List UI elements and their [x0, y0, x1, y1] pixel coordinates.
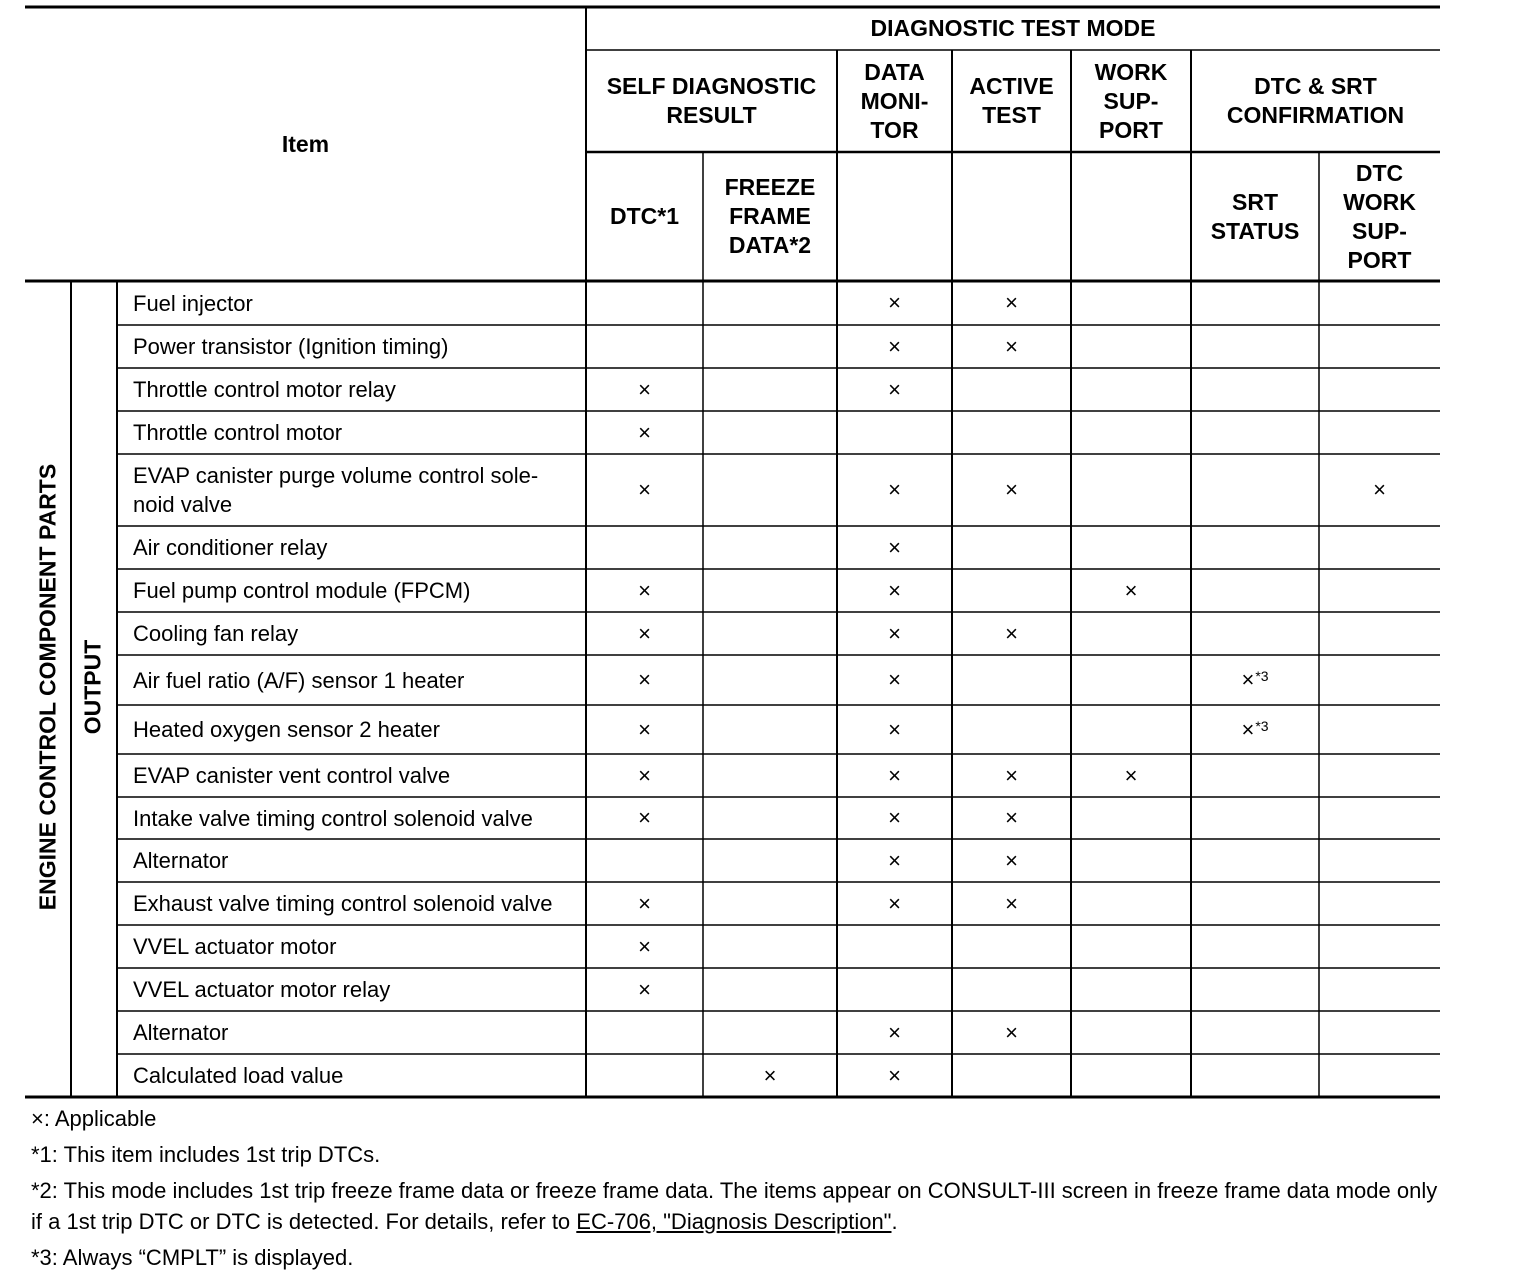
mark-footnote-ref: *3: [1255, 717, 1269, 734]
footnotes: [31, 1103, 1441, 1278]
applicable-mark: ×: [888, 620, 901, 646]
applicable-mark: ×: [638, 976, 651, 1002]
applicable-mark: ×: [888, 534, 901, 560]
applicable-mark: ×: [888, 667, 901, 692]
self-diagnostic-result-header: SELF DIAGNOSTIC RESULT: [606, 73, 817, 128]
group-label-engine-control: ENGINE CONTROL COMPONENT PARTS: [34, 463, 61, 911]
applicable-mark: ×: [1005, 290, 1018, 315]
applicable-mark: ×: [763, 1062, 777, 1088]
applicable-mark: ×: [888, 847, 901, 873]
row-item-label: Fuel injector: [133, 290, 253, 316]
row-item-label: Exhaust valve timing control solenoid valve: [133, 891, 553, 916]
applicable-mark: ×: [888, 477, 901, 502]
applicable-mark: ×: [888, 1062, 901, 1088]
diagnostic-test-mode-header: DIAGNOSTIC TEST MODE: [870, 15, 1156, 41]
applicable-mark: ×: [638, 419, 651, 445]
dtc-srt-confirmation-header: DTC & SRT CONFIRMATION: [1226, 73, 1405, 128]
applicable-mark: ×: [888, 333, 901, 359]
row-item-label: Throttle control motor: [133, 420, 343, 445]
row-item-label: Air fuel ratio (A/F) sensor 1 heater: [133, 667, 465, 693]
group-label-output: OUTPUT: [79, 639, 106, 735]
applicable-mark: ×: [888, 805, 901, 830]
dtc-work-support-header: DTC WORK SUP- PORT: [1343, 159, 1416, 273]
row-item-label: Heated oxygen sensor 2 heater: [133, 717, 440, 742]
applicable-mark: ×: [638, 620, 651, 646]
row-item-label: Intake valve timing control solenoid valve: [133, 805, 533, 831]
applicable-mark: ×: [638, 477, 651, 502]
note-2: [31, 1175, 1441, 1237]
applicable-mark: ×: [1005, 333, 1018, 359]
note-2-text: *2: This mode includes 1st trip freeze frame data or freeze frame data. The items appear on CONSULT-III screen in freeze frame data mode only if a 1st trip DTC or DTC is detected. For details, refer to: [31, 1178, 1438, 1234]
applicable-mark: ×: [638, 577, 651, 603]
row-item-label: EVAP canister vent control valve: [133, 763, 451, 788]
applicable-mark: ×: [638, 762, 651, 788]
data-monitor-header: DATA MONI- TOR: [860, 58, 929, 143]
applicable-mark: ×: [888, 290, 901, 315]
srt-status-header: SRT STATUS: [1210, 188, 1300, 244]
applicable-mark: ×: [638, 376, 651, 402]
applicable-mark: ×: [888, 890, 901, 916]
row-item-label: Calculated load value: [133, 1063, 344, 1088]
mark-footnote-ref: *3: [1255, 668, 1269, 684]
work-support-header: WORK SUP- PORT: [1094, 58, 1168, 143]
applicable-mark: ×: [638, 667, 651, 692]
row-item-label: Cooling fan relay: [133, 621, 299, 646]
applicable-mark: ×: [638, 805, 651, 830]
row-item-label: VVEL actuator motor: [133, 934, 337, 959]
applicable-mark: × $^{*3}$: [1241, 716, 1269, 742]
note-2-end: .: [891, 1209, 898, 1234]
row-item-label: Alternator: [133, 1020, 229, 1045]
row-item-label: EVAP canister purge volume control sole- noid valve: [133, 463, 539, 517]
applicable-mark: ×: [1005, 1019, 1018, 1045]
applicable-mark: ×: [638, 890, 651, 916]
applicable-mark: ×: [638, 716, 651, 742]
applicable-mark: ×: [1005, 847, 1018, 873]
applicable-mark: × $^{*3}$: [1241, 667, 1269, 692]
row-item-label: Alternator: [133, 848, 229, 873]
applicable-mark: ×: [888, 376, 901, 402]
note-3: *3: Always “CMPLT” is displayed.: [31, 1245, 354, 1270]
row-item-label: Power transistor (Ignition timing): [133, 334, 449, 359]
item-header: Item: [281, 130, 330, 157]
note-1: *1: This item includes 1st trip DTCs.: [31, 1142, 381, 1167]
applicable-mark: ×: [1124, 577, 1138, 603]
applicable-mark: ×: [1005, 477, 1018, 502]
active-test-header: ACTIVE TEST: [969, 73, 1054, 128]
applicable-mark: ×: [1373, 477, 1386, 502]
applicable-mark: ×: [638, 933, 651, 959]
row-item-label: Air conditioner relay: [133, 535, 328, 560]
freeze-frame-data-header: FREEZE FRAME DATA*2: [724, 174, 816, 258]
diagnosis-description-link[interactable]: EC-706, "Diagnosis Description": [576, 1209, 892, 1234]
note-applicable: ×: Applicable: [31, 1106, 157, 1131]
applicable-mark: ×: [1124, 762, 1138, 788]
applicable-mark: ×: [1005, 762, 1018, 788]
applicable-mark: ×: [888, 1019, 901, 1045]
applicable-mark: ×: [1005, 620, 1018, 646]
applicable-mark: ×: [1005, 805, 1018, 830]
dtc-header: DTC*1: [609, 203, 679, 229]
row-item-label: Fuel pump control module (FPCM): [133, 578, 471, 603]
row-item-label: Throttle control motor relay: [133, 377, 396, 402]
applicable-mark: ×: [888, 577, 901, 603]
applicable-mark: ×: [888, 716, 901, 742]
applicable-mark: ×: [888, 762, 901, 788]
applicable-mark: ×: [1005, 890, 1018, 916]
row-item-label: VVEL actuator motor relay: [133, 977, 391, 1002]
